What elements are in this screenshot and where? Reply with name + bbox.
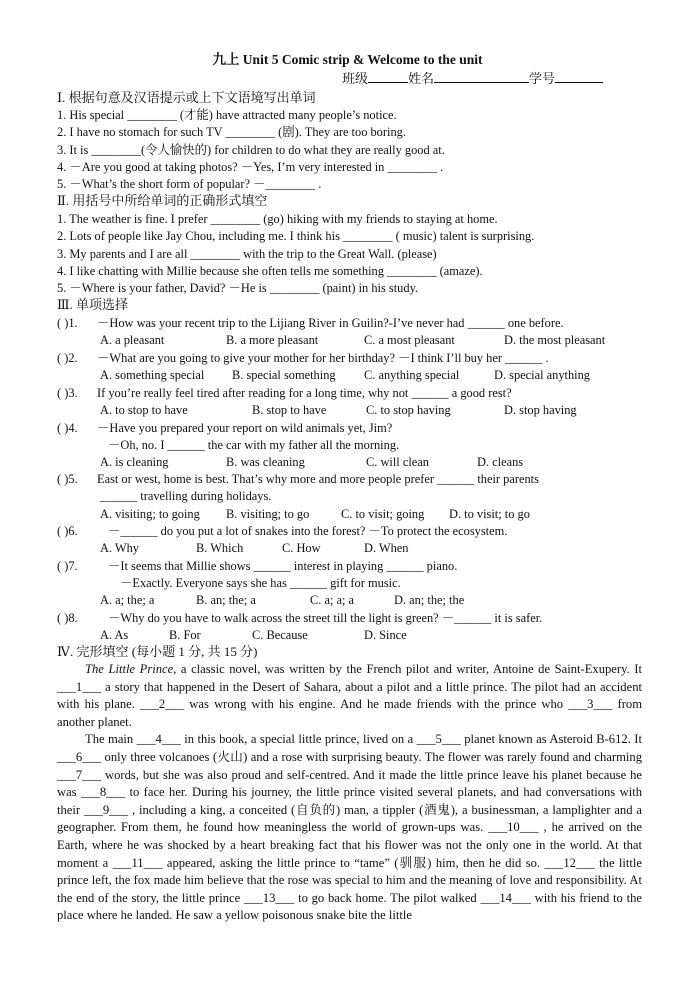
option-a: A. to stop to have	[100, 403, 188, 417]
option-a: A. As	[100, 628, 129, 642]
cloze-paragraph-1-text: , a classic novel, was written by the French pilot and writer, Antoine de Saint-Exupery. It ___1___ a story that happened in the Desert of Sahara, about a pilot and a little prince. The pilot had an accident with his plane. ___2___ was wrong with his engine. And he made friends with the prince who ___3___ from another planet.	[57, 662, 642, 729]
option-a: A. Why	[100, 541, 140, 555]
option-a: A. visiting; to going	[100, 507, 200, 521]
question-number: ( )5.	[57, 472, 78, 486]
option-c: C. Because	[252, 628, 308, 642]
option-d: D. cleans	[477, 455, 524, 469]
section1-item: 4. －Are you good at taking photos? －Yes, I’m very interested in ________ .	[57, 160, 444, 174]
question-text: －Why do you have to walk across the street till the light is green? －______ it is safer.	[108, 611, 543, 625]
option-b: B. stop to have	[252, 403, 327, 417]
section1-item: 3. It is ________(令人愉快的) for children to do what they are really good at.	[57, 143, 445, 157]
class-blank[interactable]	[368, 71, 408, 83]
option-b: B. For	[169, 628, 201, 642]
section2-item: 4. I like chatting with Millie because she often tells me something ________ (amaze).	[57, 264, 483, 278]
question-text: ______ travelling during holidays.	[100, 489, 272, 503]
question-text: －Exactly. Everyone says she has ______ gift for music.	[120, 576, 401, 590]
question-text: －What are you going to give your mother for her birthday? －I think I’ll buy her ______ .	[97, 351, 549, 365]
section3-heading: Ⅲ. 单项选择	[57, 297, 129, 312]
option-a: A. a pleasant	[100, 333, 165, 347]
option-c: C. a most pleasant	[364, 333, 455, 347]
question-text: If you’re really feel tired after reading for a long time, why not ______ a good rest?	[97, 386, 512, 400]
question-text: －It seems that Millie shows ______ interest in playing ______ piano.	[108, 559, 458, 573]
question-number: ( )4.	[57, 421, 78, 435]
option-d: D. Since	[364, 628, 407, 642]
option-a: A. something special	[100, 368, 205, 382]
cloze-passage	[57, 661, 642, 925]
option-d: D. When	[364, 541, 409, 555]
option-b: B. a more pleasant	[226, 333, 319, 347]
section2-item: 2. Lots of people like Jay Chou, including me. I think his ________ ( music) talent is surprising.	[57, 229, 535, 243]
option-a: A. is cleaning	[100, 455, 169, 469]
option-c: C. to stop having	[366, 403, 451, 417]
option-d: D. to visit; to go	[449, 507, 530, 521]
section1-item: 1. His special ________ (才能) have attracted many people’s notice.	[57, 108, 397, 122]
question-number: ( )3.	[57, 386, 78, 400]
cloze-paragraph-2: The main ___4___ in this book, a special little prince, lived on a ___5___ planet known as Asteroid B-612. It ___6___ only three volcanoes (火山) and a rose with surprising beauty. The flower was rarely found and charming ___7___ words, but she was also proud and self-centred. And it made the little prince leave his planet because he was ___8___ to face her. During his journey, the little prince visited several planets, and had conversations with their ___9___ , including a king, a conceited (自负的) man, a tippler (酒鬼), a businessman, a lamplighter and a geographer. From them, he found how meaningless the world of grown-ups was. ___10___ , he arrived on the Earth, where he was shocked by a heart breaking fact that his flower was not the only one in the world. At that moment a ___11___ appeared, asking the little prince to “tame” (驯服) him, then he did so. ___12___ the little prince left, the fox made him believe that the rose was special to him and the meaning of love and responsibility. At the end of the story, the little prince ___13___ to go back home. The pilot walked ___14___ with his friend to the place where he landed. He saw a yellow poisonous snake bite the little	[57, 732, 642, 923]
question-text: －How was your recent trip to the Lijiang River in Guilin?-I’ve never had ______ one before.	[97, 316, 564, 330]
section1-item: 2. I have no stomach for such TV ________ (剧). They are too boring.	[57, 125, 406, 139]
question-text: －Have you prepared your report on wild animals yet, Jim?	[97, 421, 393, 435]
option-b: B. was cleaning	[226, 455, 305, 469]
class-label: 班级	[342, 71, 369, 86]
section2-item: 5. －Where is your father, David? －He is ________ (paint) in his study.	[57, 281, 419, 295]
id-label: 学号	[529, 71, 556, 86]
section1-heading: Ⅰ. 根据句意及汉语提示或上下文语境写出单词	[57, 90, 316, 105]
option-c: C. How	[282, 541, 321, 555]
question-text: －Oh, no. I ______ the car with my father all the morning.	[108, 438, 400, 452]
name-blank[interactable]	[434, 71, 529, 83]
option-d: D. special anything	[494, 368, 591, 382]
question-number: ( )2.	[57, 351, 78, 365]
option-b: B. Which	[196, 541, 244, 555]
id-blank[interactable]	[555, 71, 603, 83]
option-d: D. an; the; the	[394, 593, 465, 607]
option-c: C. will clean	[366, 455, 429, 469]
question-number: ( )7.	[57, 559, 78, 573]
page-title: 九上 Unit 5 Comic strip & Welcome to the unit	[212, 52, 483, 67]
section2-heading: Ⅱ. 用括号中所给单词的正确形式填空	[57, 193, 268, 208]
student-info-fields	[342, 68, 603, 87]
option-b: B. visiting; to go	[226, 507, 310, 521]
option-d: D. stop having	[504, 403, 577, 417]
question-text: East or west, home is best. That’s why more and more people prefer ______ their parents	[97, 472, 539, 486]
question-text: －______ do you put a lot of snakes into the forest? －To protect the ecosystem.	[108, 524, 508, 538]
name-label: 姓名	[408, 71, 435, 86]
question-number: ( )6.	[57, 524, 78, 538]
option-a: A. a; the; a	[100, 593, 155, 607]
option-c: C. a; a; a	[310, 593, 355, 607]
option-c: C. anything special	[364, 368, 460, 382]
option-b: B. special something	[232, 368, 336, 382]
option-c: C. to visit; going	[341, 507, 425, 521]
option-d: D. the most pleasant	[504, 333, 606, 347]
section1-item: 5. －What’s the short form of popular? －________ .	[57, 177, 322, 191]
book-title: The Little Prince	[85, 662, 174, 676]
section4-heading: Ⅳ. 完形填空 (每小题 1 分, 共 15 分)	[57, 644, 258, 659]
section2-item: 3. My parents and I are all ________ with the trip to the Great Wall. (please)	[57, 247, 437, 261]
cloze-paragraph-1	[57, 661, 642, 731]
question-number: ( )8.	[57, 611, 78, 625]
section2-item: 1. The weather is fine. I prefer ________ (go) hiking with my friends to staying at home.	[57, 212, 498, 226]
option-b: B. an; the; a	[196, 593, 256, 607]
question-number: ( )1.	[57, 316, 78, 330]
